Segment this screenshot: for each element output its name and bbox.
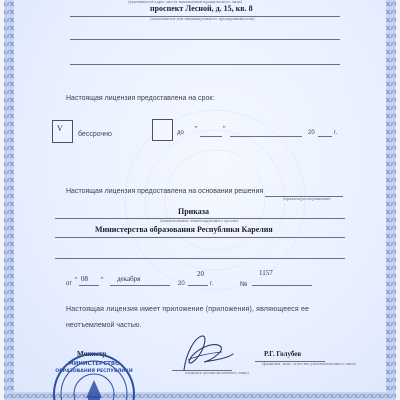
blank-line-2 [70,64,340,65]
day-blank [200,136,222,137]
doc-type-caption: (наименование лицензирующего органа) [160,219,239,223]
year-blank [318,136,332,137]
number-sign: № [240,281,248,288]
official-seal [52,352,137,400]
authority-underline [55,237,345,238]
signature-caption: (подпись уполномоченного лица) [185,371,249,375]
decision-month: декабря [117,275,141,283]
decision-year: 20 [197,270,204,278]
month-blank [230,136,302,137]
year-prefix: 20 [308,130,315,136]
date-prefix: от [66,281,72,287]
blank-line-1 [70,39,340,40]
until-label: до [177,130,184,136]
address-caption-top: (указывается адрес места нахождения юридического лица) [128,0,243,4]
decision-day-underline [79,285,99,286]
name-caption: (фамилия, имя, отчество уполномоченного лица) [262,362,357,366]
address-value: проспект Лесной, д. 15, кв. 8 [150,4,253,13]
decision-number: 1157 [259,269,273,277]
document-type: Приказа [178,207,209,216]
decision-year-suffix: г. [210,281,214,287]
basis-label: Настоящая лицензия предоставлена на основании решения [66,188,264,195]
address-caption-bottom: (заполняется для индивидуального предпринимателя) [150,17,255,21]
appendix-text-line2: неотъемлемой частью. [66,322,142,329]
indefinite-checkbox [52,120,73,143]
appendix-text-line1: Настоящая лицензия имеет приложение (приложения), являющееся ее [66,306,310,313]
decision-year-prefix: 20 [178,281,185,287]
quote-open: " [195,126,198,133]
seal-text: ОБРАЗОВАНИЯ РЕСПУБЛИКИ [55,369,133,374]
signer-name: Р.Г. Голубев [264,350,302,358]
signer-position: Министр [77,350,107,358]
decision-month-underline [110,285,170,286]
issuing-authority: Министерства образования Республики Карелия [95,225,273,234]
svg-text:МИНИСТЕРСТВО: МИНИСТЕРСТВО [68,361,120,367]
date-quote-close: " [101,277,104,284]
decision-number-underline [252,285,312,286]
blank-line-3 [55,258,345,259]
term-label: Настоящая лицензия предоставлена на срок: [66,95,215,102]
basis-caption: (приказа/распоряжения) [283,197,331,201]
year-suffix: г. [334,130,338,136]
date-quote-open: " [75,277,78,284]
until-date-checkbox [152,119,173,141]
quote-close: " [223,126,226,133]
decision-day: 08 [81,275,88,283]
handwritten-signature [170,330,240,375]
checkbox-mark: V [57,124,63,133]
indefinite-label: бессрочно [78,131,112,138]
decision-year-underline [188,285,208,286]
